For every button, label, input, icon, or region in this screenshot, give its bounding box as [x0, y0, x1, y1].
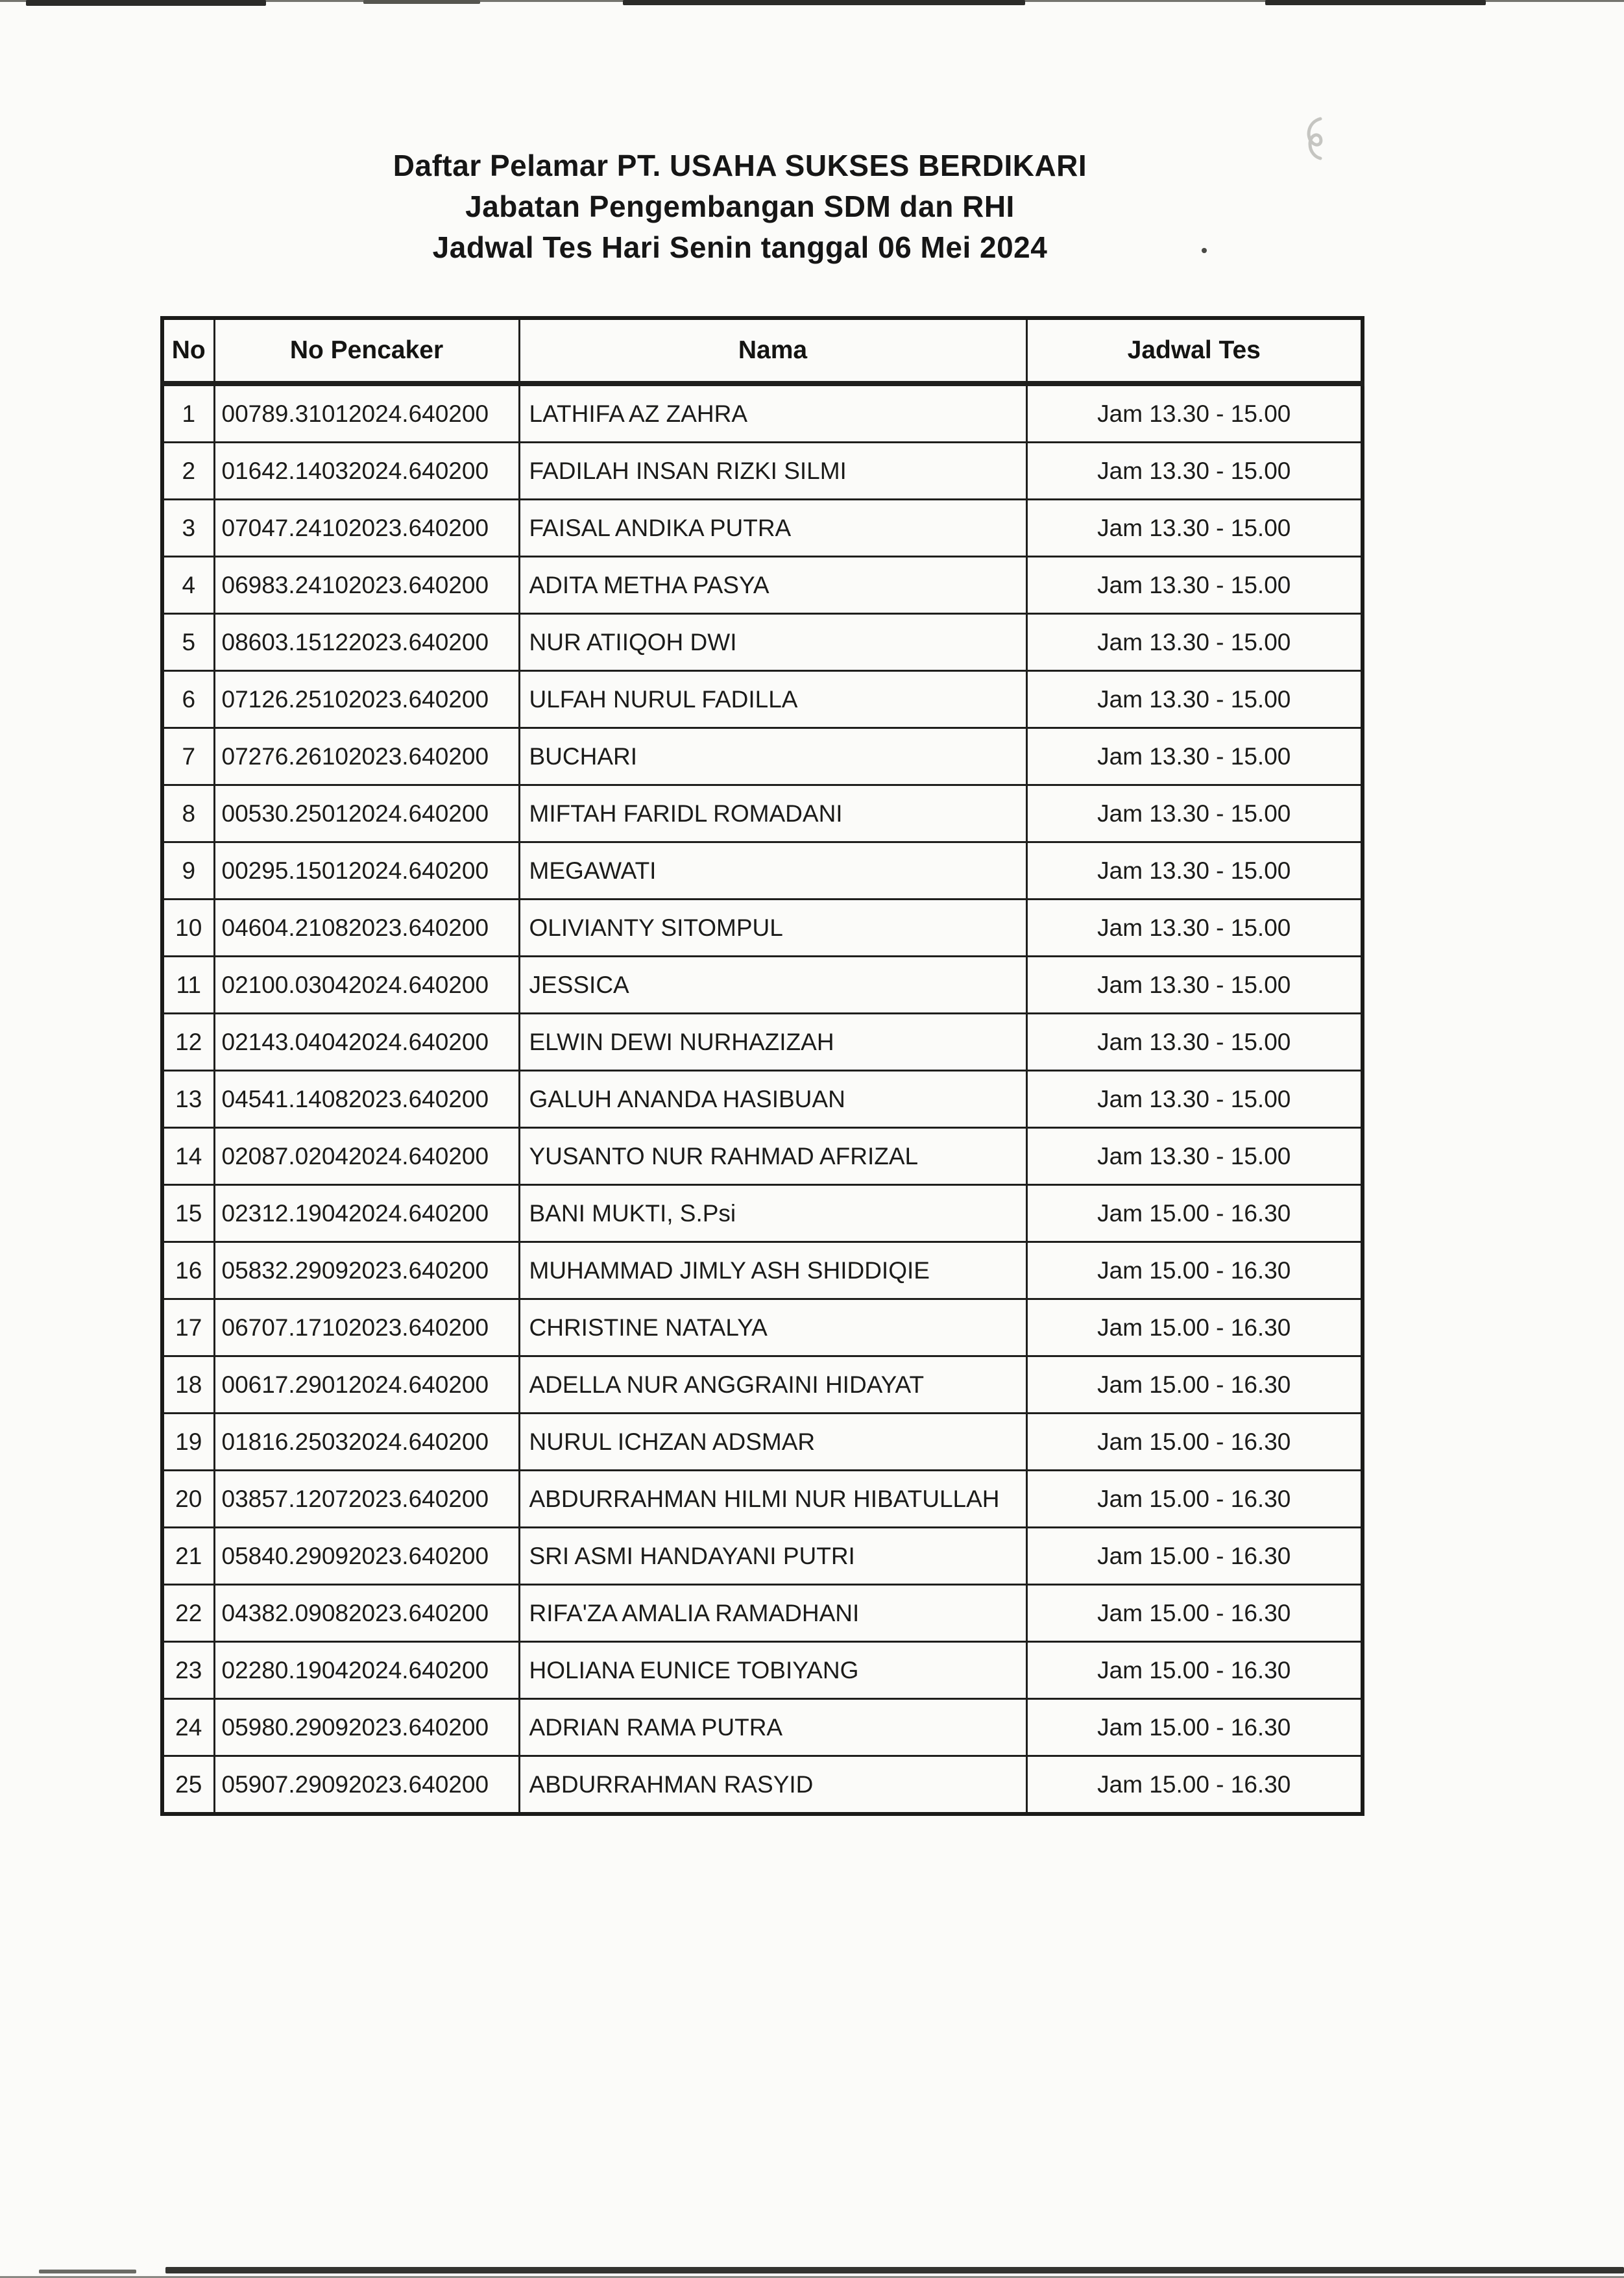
cell-jadwal-tes: Jam 13.30 - 15.00	[1026, 728, 1363, 785]
cell-nama: HOLIANA EUNICE TOBIYANG	[519, 1642, 1026, 1699]
scan-edge-artifact	[39, 2270, 136, 2273]
cell-nama: CHRISTINE NATALYA	[519, 1299, 1026, 1356]
cell-no: 25	[162, 1756, 214, 1815]
table-row	[162, 785, 1363, 842]
cell-jadwal-tes: Jam 13.30 - 15.00	[1026, 900, 1363, 957]
table-row	[162, 728, 1363, 785]
table-row	[162, 842, 1363, 900]
cell-no-pencaker: 01642.14032024.640200	[214, 443, 519, 500]
table-header-row	[162, 318, 1363, 384]
cell-no-pencaker: 00295.15012024.640200	[214, 842, 519, 900]
cell-no-pencaker: 01816.25032024.640200	[214, 1414, 519, 1471]
cell-no-pencaker: 05840.29092023.640200	[214, 1528, 519, 1585]
cell-jadwal-tes: Jam 15.00 - 16.30	[1026, 1756, 1363, 1815]
title-line-company: Daftar Pelamar PT. USAHA SUKSES BERDIKARI	[393, 149, 1087, 182]
cell-nama: OLIVIANTY SITOMPUL	[519, 900, 1026, 957]
cell-jadwal-tes: Jam 13.30 - 15.00	[1026, 500, 1363, 557]
table-row	[162, 1585, 1363, 1642]
cell-nama: FADILAH INSAN RIZKI SILMI	[519, 443, 1026, 500]
cell-jadwal-tes: Jam 13.30 - 15.00	[1026, 1014, 1363, 1071]
cell-no-pencaker: 02087.02042024.640200	[214, 1128, 519, 1185]
cell-no-pencaker: 06707.17102023.640200	[214, 1299, 519, 1356]
cell-no: 11	[162, 957, 214, 1014]
table-row	[162, 1642, 1363, 1699]
cell-nama: MUHAMMAD JIMLY ASH SHIDDIQIE	[519, 1242, 1026, 1299]
table-row	[162, 1242, 1363, 1299]
cell-no-pencaker: 06983.24102023.640200	[214, 557, 519, 614]
cell-nama: NURUL ICHZAN ADSMAR	[519, 1414, 1026, 1471]
table-row	[162, 443, 1363, 500]
cell-no-pencaker: 02100.03042024.640200	[214, 957, 519, 1014]
cell-jadwal-tes: Jam 13.30 - 15.00	[1026, 957, 1363, 1014]
cell-no-pencaker: 00530.25012024.640200	[214, 785, 519, 842]
table-row	[162, 500, 1363, 557]
table-row	[162, 1014, 1363, 1071]
cell-no: 13	[162, 1071, 214, 1128]
cell-nama: MIFTAH FARIDL ROMADANI	[519, 785, 1026, 842]
cell-nama: GALUH ANANDA HASIBUAN	[519, 1071, 1026, 1128]
table-row	[162, 1471, 1363, 1528]
cell-no: 14	[162, 1128, 214, 1185]
table-row	[162, 384, 1363, 443]
scan-edge-artifact	[1265, 0, 1486, 5]
cell-nama: LATHIFA AZ ZAHRA	[519, 384, 1026, 443]
cell-jadwal-tes: Jam 15.00 - 16.30	[1026, 1242, 1363, 1299]
cell-jadwal-tes: Jam 15.00 - 16.30	[1026, 1642, 1363, 1699]
scan-edge-artifact	[26, 0, 266, 6]
cell-no-pencaker: 02312.19042024.640200	[214, 1185, 519, 1242]
cell-jadwal-tes: Jam 15.00 - 16.30	[1026, 1356, 1363, 1414]
cell-nama: BUCHARI	[519, 728, 1026, 785]
cell-no: 23	[162, 1642, 214, 1699]
cell-jadwal-tes: Jam 13.30 - 15.00	[1026, 842, 1363, 900]
table-row	[162, 957, 1363, 1014]
cell-nama: NUR ATIIQOH DWI	[519, 614, 1026, 671]
cell-no: 2	[162, 443, 214, 500]
cell-no-pencaker: 00617.29012024.640200	[214, 1356, 519, 1414]
cell-no-pencaker: 07126.25102023.640200	[214, 671, 519, 728]
cell-no-pencaker: 02280.19042024.640200	[214, 1642, 519, 1699]
table-row	[162, 1414, 1363, 1471]
table-row	[162, 1756, 1363, 1815]
document-title	[0, 145, 1624, 268]
table-row	[162, 900, 1363, 957]
cell-no-pencaker: 02143.04042024.640200	[214, 1014, 519, 1071]
cell-nama: JESSICA	[519, 957, 1026, 1014]
cell-jadwal-tes: Jam 15.00 - 16.30	[1026, 1185, 1363, 1242]
cell-nama: BANI MUKTI, S.Psi	[519, 1185, 1026, 1242]
cell-no-pencaker: 04541.14082023.640200	[214, 1071, 519, 1128]
table-row	[162, 1185, 1363, 1242]
cell-no: 7	[162, 728, 214, 785]
header-no-pencaker: No Pencaker	[214, 318, 519, 384]
cell-no-pencaker: 04604.21082023.640200	[214, 900, 519, 957]
cell-no-pencaker: 05980.29092023.640200	[214, 1699, 519, 1756]
cell-nama: RIFA'ZA AMALIA RAMADHANI	[519, 1585, 1026, 1642]
cell-nama: ADRIAN RAMA PUTRA	[519, 1699, 1026, 1756]
cell-jadwal-tes: Jam 15.00 - 16.30	[1026, 1699, 1363, 1756]
title-line-schedule: Jadwal Tes Hari Senin tanggal 06 Mei 2024	[432, 230, 1048, 264]
cell-jadwal-tes: Jam 13.30 - 15.00	[1026, 1128, 1363, 1185]
cell-no: 17	[162, 1299, 214, 1356]
cell-jadwal-tes: Jam 13.30 - 15.00	[1026, 384, 1363, 443]
cell-no-pencaker: 07047.24102023.640200	[214, 500, 519, 557]
table-row	[162, 671, 1363, 728]
cell-no: 12	[162, 1014, 214, 1071]
cell-nama: ADITA METHA PASYA	[519, 557, 1026, 614]
cell-no: 3	[162, 500, 214, 557]
cell-no: 21	[162, 1528, 214, 1585]
cell-no: 8	[162, 785, 214, 842]
table-row	[162, 1699, 1363, 1756]
table-row	[162, 1128, 1363, 1185]
cell-no: 19	[162, 1414, 214, 1471]
cell-no: 16	[162, 1242, 214, 1299]
cell-nama: SRI ASMI HANDAYANI PUTRI	[519, 1528, 1026, 1585]
cell-nama: ELWIN DEWI NURHAZIZAH	[519, 1014, 1026, 1071]
cell-jadwal-tes: Jam 15.00 - 16.30	[1026, 1471, 1363, 1528]
cell-jadwal-tes: Jam 13.30 - 15.00	[1026, 443, 1363, 500]
cell-nama: YUSANTO NUR RAHMAD AFRIZAL	[519, 1128, 1026, 1185]
table-container	[160, 316, 1364, 1816]
cell-nama: ABDURRAHMAN RASYID	[519, 1756, 1026, 1815]
cell-no-pencaker: 03857.12072023.640200	[214, 1471, 519, 1528]
cell-no: 4	[162, 557, 214, 614]
cell-no: 6	[162, 671, 214, 728]
cell-no: 24	[162, 1699, 214, 1756]
cell-no-pencaker: 07276.26102023.640200	[214, 728, 519, 785]
header-no: No	[162, 318, 214, 384]
table-header	[162, 318, 1363, 384]
cell-no-pencaker: 00789.31012024.640200	[214, 384, 519, 443]
table-body	[162, 384, 1363, 1814]
cell-jadwal-tes: Jam 15.00 - 16.30	[1026, 1585, 1363, 1642]
cell-nama: ABDURRAHMAN HILMI NUR HIBATULLAH	[519, 1471, 1026, 1528]
applicant-table	[160, 316, 1364, 1816]
table-row	[162, 614, 1363, 671]
cell-nama: ADELLA NUR ANGGRAINI HIDAYAT	[519, 1356, 1026, 1414]
header-nama: Nama	[519, 318, 1026, 384]
cell-no: 22	[162, 1585, 214, 1642]
cell-no: 18	[162, 1356, 214, 1414]
cell-nama: FAISAL ANDIKA PUTRA	[519, 500, 1026, 557]
cell-no: 15	[162, 1185, 214, 1242]
cell-no-pencaker: 08603.15122023.640200	[214, 614, 519, 671]
cell-jadwal-tes: Jam 15.00 - 16.30	[1026, 1299, 1363, 1356]
table-row	[162, 1356, 1363, 1414]
cell-no: 1	[162, 384, 214, 443]
cell-jadwal-tes: Jam 13.30 - 15.00	[1026, 785, 1363, 842]
cell-no-pencaker: 05907.29092023.640200	[214, 1756, 519, 1815]
cell-nama: ULFAH NURUL FADILLA	[519, 671, 1026, 728]
header-jadwal-tes: Jadwal Tes	[1026, 318, 1363, 384]
title-line-position: Jabatan Pengembangan SDM dan RHI	[465, 190, 1015, 223]
table-row	[162, 1299, 1363, 1356]
cell-jadwal-tes: Jam 13.30 - 15.00	[1026, 1071, 1363, 1128]
table-row	[162, 557, 1363, 614]
cell-jadwal-tes: Jam 15.00 - 16.30	[1026, 1528, 1363, 1585]
cell-no-pencaker: 04382.09082023.640200	[214, 1585, 519, 1642]
cell-no: 20	[162, 1471, 214, 1528]
table-row	[162, 1071, 1363, 1128]
cell-nama: MEGAWATI	[519, 842, 1026, 900]
table-row	[162, 1528, 1363, 1585]
scan-edge-artifact	[165, 2267, 1624, 2273]
scan-edge-artifact	[623, 0, 1025, 5]
cell-no: 5	[162, 614, 214, 671]
scan-edge-artifact	[363, 0, 480, 4]
cell-jadwal-tes: Jam 13.30 - 15.00	[1026, 671, 1363, 728]
cell-jadwal-tes: Jam 13.30 - 15.00	[1026, 614, 1363, 671]
cell-jadwal-tes: Jam 13.30 - 15.00	[1026, 557, 1363, 614]
cell-no: 10	[162, 900, 214, 957]
cell-no-pencaker: 05832.29092023.640200	[214, 1242, 519, 1299]
cell-no: 9	[162, 842, 214, 900]
cell-jadwal-tes: Jam 15.00 - 16.30	[1026, 1414, 1363, 1471]
